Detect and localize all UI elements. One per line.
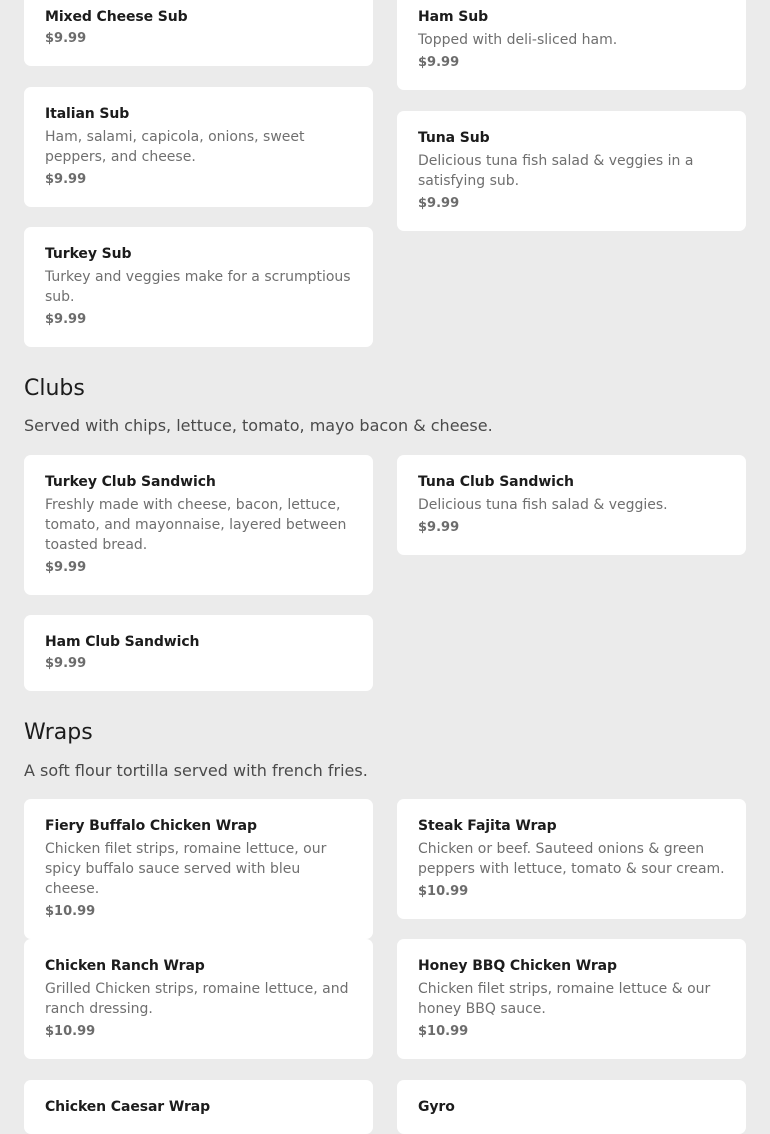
menu-item-description: Chicken filet strips, romaine lettuce & our honey BBQ sauce. — [418, 981, 711, 1017]
menu-item-name: Ham Sub — [418, 9, 488, 25]
menu-item-description: Delicious tuna fish salad & veggies in a satisfying sub. — [418, 153, 694, 189]
menu-item-price: $9.99 — [45, 172, 87, 187]
menu-item-name: Turkey Club Sandwich — [45, 474, 216, 490]
menu-item-card[interactable] — [24, 455, 373, 595]
menu-item-name: Ham Club Sandwich — [45, 634, 200, 650]
menu-item-card[interactable] — [24, 0, 373, 66]
menu-item-name: Mixed Cheese Sub — [45, 9, 188, 25]
menu-item-price: $9.99 — [418, 520, 460, 535]
menu-item-name: Chicken Caesar Wrap — [45, 1099, 211, 1115]
menu-item-name: Steak Fajita Wrap — [418, 818, 557, 834]
menu-item-price: $10.99 — [45, 1024, 96, 1039]
menu-item-name: Turkey Sub — [45, 246, 132, 262]
menu-item-card[interactable] — [24, 1080, 373, 1134]
menu-item-name: Tuna Club Sandwich — [418, 474, 574, 490]
menu-item-description: Turkey and veggies make for a scrumptious sub. — [45, 269, 351, 305]
menu-item-card[interactable] — [24, 87, 373, 207]
menu-item-price: $10.99 — [418, 884, 469, 899]
section-heading-clubs: Clubs — [24, 376, 85, 401]
menu-item-price: $9.99 — [45, 656, 87, 671]
menu-item-name: Fiery Buffalo Chicken Wrap — [45, 818, 257, 834]
menu-item-description: Freshly made with cheese, bacon, lettuce, tomato, and mayonnaise, layered between toasted bread. — [45, 497, 347, 553]
section-subtitle-clubs: Served with chips, lettuce, tomato, mayo bacon & cheese. — [24, 416, 493, 435]
menu-item-price: $9.99 — [45, 560, 87, 575]
menu-item-card[interactable] — [24, 615, 373, 691]
menu-item-description: Delicious tuna fish salad & veggies. — [418, 497, 668, 513]
menu-item-card[interactable] — [397, 799, 746, 919]
menu-item-name: Tuna Sub — [418, 130, 490, 146]
menu-item-price: $9.99 — [45, 312, 87, 327]
menu-item-description: Chicken or beef. Sauteed onions & green peppers with lettuce, tomato & sour cream. — [418, 841, 725, 877]
menu-item-price: $9.99 — [418, 196, 460, 211]
menu-item-name: Gyro — [418, 1099, 455, 1115]
menu-item-name: Honey BBQ Chicken Wrap — [418, 958, 617, 974]
menu-item-card[interactable] — [397, 455, 746, 555]
section-subtitle-wraps: A soft flour tortilla served with french fries. — [24, 761, 368, 780]
menu-item-description: Topped with deli-sliced ham. — [418, 32, 618, 48]
section-heading-wraps: Wraps — [24, 720, 93, 745]
menu-item-description: Ham, salami, capicola, onions, sweet peppers, and cheese. — [45, 129, 305, 165]
menu-item-price: $9.99 — [45, 31, 87, 46]
menu-item-card[interactable] — [397, 939, 746, 1059]
menu-item-name: Chicken Ranch Wrap — [45, 958, 205, 974]
menu-item-description: Chicken filet strips, romaine lettuce, our spicy buffalo sauce served with bleu cheese. — [45, 841, 327, 897]
menu-item-card[interactable] — [397, 111, 746, 231]
menu-item-price: $10.99 — [418, 1024, 469, 1039]
menu-item-name: Italian Sub — [45, 106, 130, 122]
menu-item-card[interactable] — [24, 227, 373, 347]
menu-item-card[interactable] — [24, 939, 373, 1059]
menu-item-card[interactable] — [397, 1080, 746, 1134]
menu-item-description: Grilled Chicken strips, romaine lettuce, and ranch dressing. — [45, 981, 349, 1017]
menu-item-price: $9.99 — [418, 55, 460, 70]
menu-item-card[interactable] — [24, 799, 373, 939]
menu-item-card[interactable] — [397, 0, 746, 90]
menu-item-price: $10.99 — [45, 904, 96, 919]
